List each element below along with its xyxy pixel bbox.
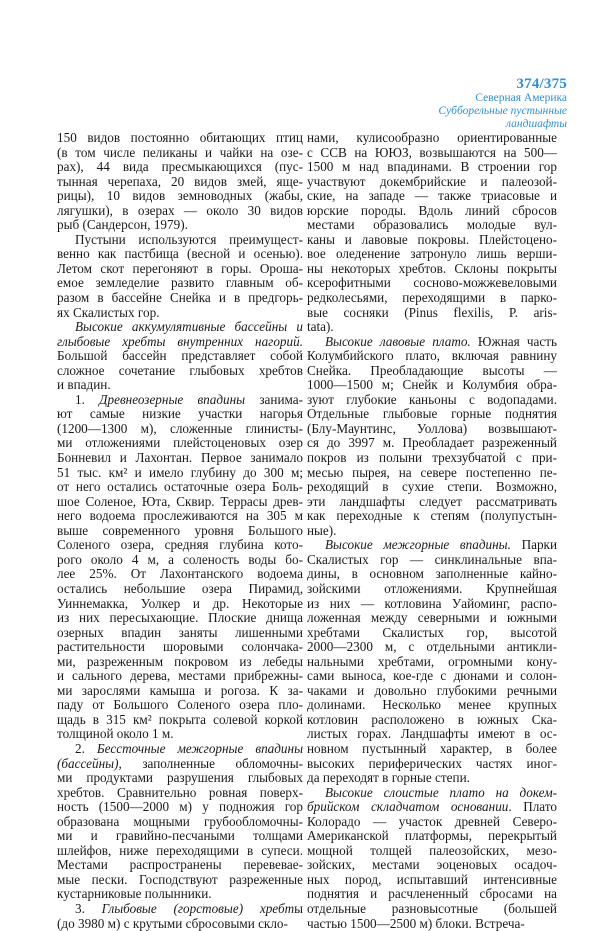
- text-line: него водоема прослеживаются на 305 м: [57, 508, 303, 524]
- subsection-title-line-1: Субборельные пустынные: [438, 105, 567, 117]
- text-line: отдельные разновысотные (большей: [307, 900, 557, 916]
- text-line: толщиной около 1 м.: [57, 726, 174, 742]
- text-line: с ССВ на ЮЮЗ, возвышаются на 500—: [307, 144, 557, 160]
- subsection-title-line-2: ландшафты: [506, 118, 567, 130]
- text-line: ют самые низкие участки нагорья: [57, 406, 303, 422]
- text-line: Местами распространены перевевае-: [57, 857, 303, 873]
- section-title: Северная Америка: [475, 92, 567, 104]
- text-line: (в том числе пеликаны и чайки на озе-: [57, 144, 303, 160]
- text-line: разом в бассейне Снейка и в предгорь-: [57, 290, 303, 306]
- text-line: из них — котловина Уайоминг, распо-: [307, 595, 557, 611]
- text-line: и сального дерева, местами прибрежны-: [57, 668, 303, 684]
- text-line: паду от Большого Соленого озера пло-: [57, 697, 303, 713]
- text-line: ские, на западе — также триасовые и: [307, 188, 557, 204]
- text-line: шлейфов, ниже переходящими в супеси.: [57, 842, 303, 858]
- text-line: местами образовались молодые вул-: [307, 217, 557, 233]
- text-line: дины, в основном заполненные кайно-: [307, 566, 557, 582]
- right-column: [307, 131, 557, 931]
- text-line: эти ландшафты следует рассматривать: [307, 493, 557, 509]
- text-line: Высокие слоистые плато на докем-: [325, 784, 557, 800]
- text-line: ксерофитными сосново-можжевеловыми: [307, 275, 557, 291]
- text-line: и впадин.: [57, 377, 111, 393]
- text-line: сложное сочетание глыбовых хребтов: [57, 362, 303, 378]
- text-line: сами выноса, кое-где с дюнами и солон-: [307, 668, 557, 684]
- text-line: ми, разреженным покровом из лебеды: [57, 653, 303, 669]
- text-line: ми продуктами разрушения глыбовых: [57, 770, 303, 786]
- text-line: выше современного уровня Большого: [57, 522, 303, 538]
- text-line: брийском складчатом основании. Плато: [307, 799, 557, 815]
- text-line: ны некоторых хребтов. Склоны покрыты: [307, 260, 557, 276]
- text-line: Колумбийского плато, включая равнину: [307, 348, 557, 364]
- text-line: лягушки), в озерах — около 30 видов: [57, 202, 303, 218]
- text-line: поднятия и расчлененный сбросами на: [307, 886, 557, 902]
- text-line: тынная черепаха, 20 видов змей, яще-: [57, 173, 303, 189]
- text-line: tata).: [307, 319, 334, 335]
- text-line: высоких периферических частях иног-: [307, 755, 557, 771]
- text-line: Высокие межгорные впадины. Парки: [325, 537, 557, 553]
- running-header: [438, 76, 567, 131]
- text-line: ных пород, испытавший интенсивные: [307, 871, 557, 887]
- text-line: емое земледелие развито главным об-: [57, 275, 303, 291]
- text-line: Летом скот перегоняют в горы. Ороша-: [57, 260, 303, 276]
- text-line: 2000—2300 м, с отдельными антикли-: [307, 639, 557, 655]
- text-line: хребтов. Сравнительно ровная поверх-: [57, 784, 303, 800]
- text-line: частью 1500—2500 м) блоки. Встреча-: [307, 915, 525, 931]
- text-line: глыбовые хребты внутренних нагорий.: [57, 333, 303, 349]
- text-line: венно как пастбища (весной и осенью).: [57, 246, 303, 262]
- text-line: Уиннемакка, Уолкер и др. Некоторые: [57, 595, 303, 611]
- text-line: юрские породы. Вдоль линий сбросов: [307, 202, 557, 218]
- text-line: шое Соленое, Юта, Сквир. Террасы древ-: [57, 493, 303, 509]
- text-line: котловин расположено в южных Ска-: [307, 711, 557, 727]
- text-line: нами, кулисообразно ориентированные: [307, 130, 557, 145]
- text-line: (Блу-Маунтинс, Уоллова) возвышают-: [307, 420, 557, 436]
- text-line: покров из полыни трехзубчатой с при-: [307, 450, 557, 466]
- text-line: вое оледенение затронуло лишь верши-: [307, 246, 557, 262]
- text-line: нальными хребтами, огромными кону-: [307, 653, 557, 669]
- text-line: ми отложениями плейстоценовых озер: [57, 435, 303, 451]
- text-line: Бонневил и Лахонтан. Первое занимало: [57, 450, 303, 466]
- text-line: 1500 м над впадинами. В строении гор: [307, 159, 557, 175]
- text-line: рыб (Сандерсон, 1979).: [57, 217, 188, 233]
- text-line: Колорадо — участок древней Северо-: [307, 813, 557, 829]
- text-line: чаками и довольно глубокими речными: [307, 682, 557, 698]
- text-line: зойскими отложениями. Крупнейшая: [307, 580, 557, 596]
- text-line: ми зарослями камыша и рогоза. К за-: [57, 682, 303, 698]
- text-line: лее 25%. От Лахонтанского водоема: [57, 566, 303, 582]
- text-line: месью пырея, на севере постепенно пе-: [307, 464, 557, 480]
- text-line: из них пересыхающие. Плоские днища: [57, 610, 303, 626]
- text-line: озерных впадин заняты лишенными: [57, 624, 303, 640]
- text-line: хребтами Скалистых гор, высотой: [307, 624, 557, 640]
- text-line: (1200—1300 м), сложенные глинисты-: [57, 420, 303, 436]
- text-line: рицы), 10 видов земноводных (жабы,: [57, 188, 303, 204]
- text-line: мощной толщей палеозойских, мезо-: [307, 842, 557, 858]
- text-line: Высокие лавовые плато. Южная часть: [325, 333, 557, 349]
- text-line: Высокие аккумулятивные бассейны и: [75, 319, 303, 335]
- text-line: Отдельные глыбовые горные поднятия: [307, 406, 557, 422]
- text-line: 51 тыс. км² и имело глубину до 300 м;: [57, 464, 303, 480]
- text-line: долинами. Несколько менее крупных: [307, 697, 557, 713]
- text-line: ях Скалистых гор.: [57, 304, 160, 320]
- text-line: 2. Бессточные межгорные впадины: [75, 740, 304, 756]
- text-line: ность (1500—2000 м) у подножия гор: [57, 799, 303, 815]
- text-line: да переходят в горные степи.: [307, 770, 470, 786]
- page-numbers: 374/375: [516, 76, 567, 92]
- text-line: (до 3980 м) с крутыми сбросовыми скло-: [57, 915, 288, 931]
- text-line: Снейка. Преобладающие высоты —: [307, 362, 557, 378]
- left-column: [57, 131, 303, 931]
- text-line: 1000—1500 м; Снейк и Колумбия обра-: [307, 377, 557, 393]
- text-line: рах), 44 вида пресмыкающихся (пус-: [57, 159, 303, 175]
- text-line: как переходные к степям (полупустын-: [307, 508, 557, 524]
- text-line: ся до 3997 м. Преобладает разреженный: [307, 435, 557, 451]
- text-line: образована мощными грубообломочны-: [57, 813, 303, 829]
- text-line: 3. Глыбовые (горстовые) хребты: [75, 900, 304, 916]
- text-line: новном пустынный характер, в более: [307, 740, 557, 756]
- text-line: остались небольшие озера Пирамид,: [57, 580, 303, 596]
- text-line: ложенная между северными и южными: [307, 610, 557, 626]
- text-line: мые пески. Господствуют разреженные: [57, 871, 303, 887]
- text-line: (бассейны), заполненные обломочны-: [57, 755, 303, 771]
- text-line: вые сосняки (Pinus flexilis, P. aris-: [307, 304, 557, 320]
- text-line: растительности шоровыми солончака-: [57, 639, 303, 655]
- text-line: ные).: [307, 522, 337, 538]
- text-line: 150 видов постоянно обитающих птиц: [57, 130, 303, 145]
- text-line: Американской платформы, перекрытый: [307, 828, 557, 844]
- text-line: щадь в 315 км² покрыта солевой коркой: [57, 711, 303, 727]
- text-line: от него остались остаточные озера Боль-: [57, 479, 303, 495]
- text-line: Скалистых гор — синклинальные впа-: [307, 551, 557, 567]
- text-line: 1. Древнеозерные впадины занима-: [75, 391, 303, 407]
- text-line: ми и гравийно-песчаными толщами: [57, 828, 303, 844]
- text-line: Соленого озера, средняя глубина кото-: [57, 537, 303, 553]
- text-line: зойских, местами эоценовых осадоч-: [307, 857, 557, 873]
- text-line: каны и лавовые покровы. Плейстоцено-: [307, 231, 557, 247]
- text-line: редколесьями, переходящими в парко-: [307, 290, 557, 306]
- text-line: Пустыни используются преимущест-: [75, 231, 303, 247]
- text-line: рого около 4 м, а соленость воды бо-: [57, 551, 303, 567]
- text-line: участвуют докембрийские и палеозой-: [307, 173, 557, 189]
- text-line: кустарниковые полынники.: [57, 886, 212, 902]
- text-line: зуют глубокие каньоны с водопадами.: [307, 391, 557, 407]
- text-line: листых горах. Ландшафты имеют в ос-: [307, 726, 557, 742]
- text-line: Большой бассейн представляет собой: [57, 348, 303, 364]
- text-line: реходящий в сухие степи. Возможно,: [307, 479, 557, 495]
